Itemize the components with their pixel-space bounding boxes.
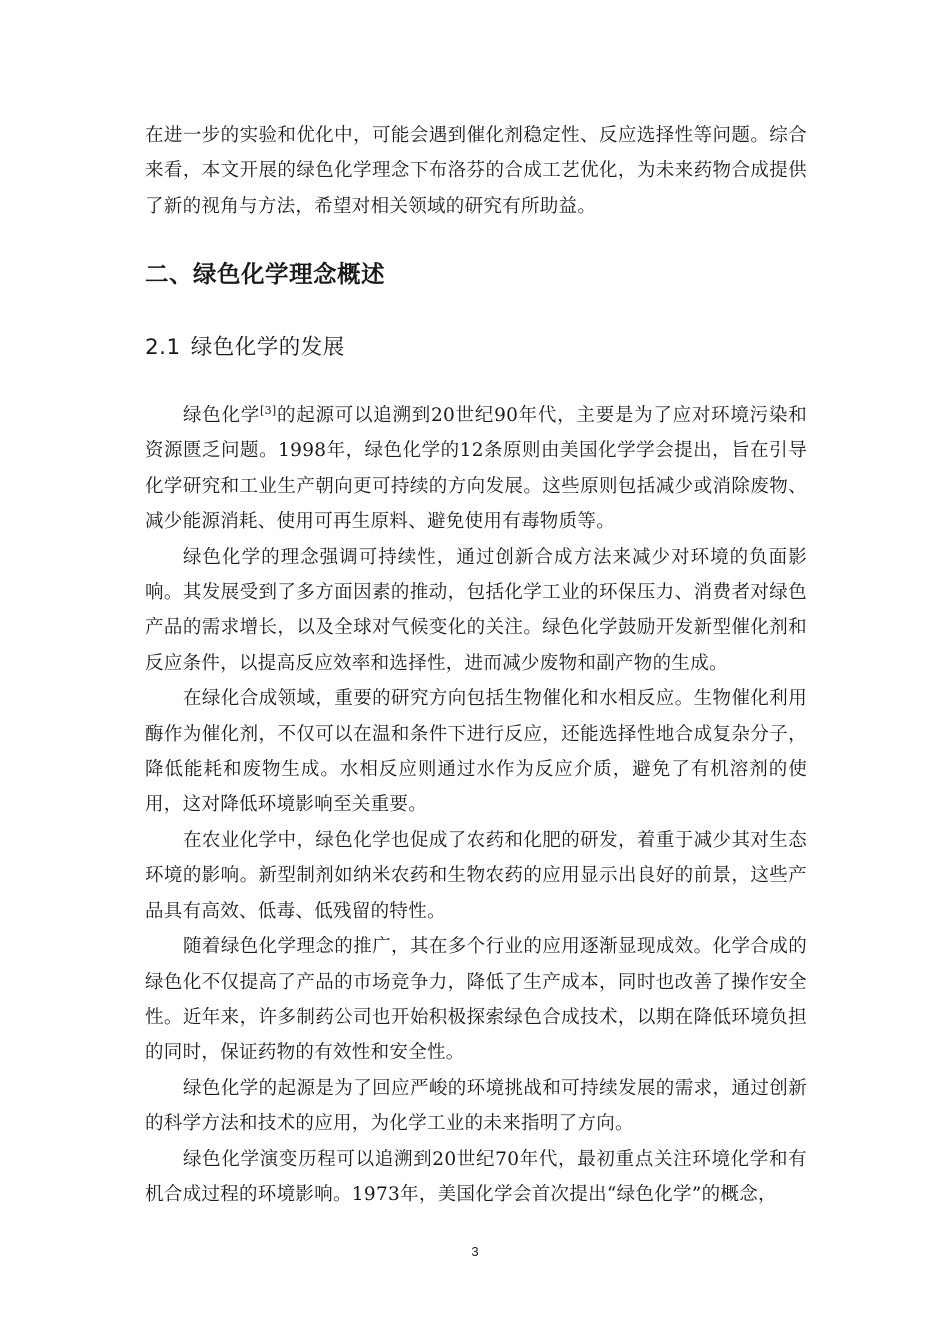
body-paragraph-6: 绿色化学的起源是为了回应严峻的环境挑战和可持续发展的需求，通过创新的科学方法和技术的应用，为化学工业的未来指明了方向。 [145, 1077, 807, 1135]
body-paragraph-2: 绿色化学的理念强调可持续性，通过创新合成方法来减少对环境的负面影响。其发展受到了多方面因素的推动，包括化学工业的环保压力、消费者对绿色产品的需求增长，以及全球对气候变化的关注。绿色化学鼓励开发新型催化剂和反应条件，以提高反应效率和选择性，进而减少废物和副产物的生成。 [145, 546, 807, 674]
intro-paragraph-container [145, 118, 807, 224]
section-body [145, 398, 807, 1212]
subsection-heading [145, 333, 345, 363]
subsection-number: 2.1 [145, 335, 181, 360]
subsection-title: 绿色化学的发展 [190, 335, 345, 360]
page-number: 3 [471, 1244, 479, 1259]
body-paragraph-7: 绿色化学演变历程可以追溯到20世纪70年代，最初重点关注环境化学和有机合成过程的环境影响。1973年，美国化学会首次提出“绿色化学”的概念， [145, 1148, 807, 1205]
body-paragraph-3: 在绿化合成领域，重要的研究方向包括生物催化和水相反应。生物催化利用酶作为催化剂，不仅可以在温和条件下进行反应，还能选择性地合成复杂分子，降低能耗和废物生成。水相反应则通过水作为反应介质，避免了有机溶剂的使用，这对降低环境影响至关重要。 [145, 688, 807, 816]
body-paragraph-1 [145, 398, 807, 540]
section-heading: 二、绿色化学理念概述 [145, 260, 385, 288]
body-paragraph-5: 随着绿色化学理念的推广，其在多个行业的应用逐渐显现成效。化学合成的绿色化不仅提高了产品的市场竞争力，降低了生产成本，同时也改善了操作安全性。近年来，许多制药公司也开始积极探索绿色合成技术，以期在降低环境负担的同时，保证药物的有效性和安全性。 [145, 936, 807, 1064]
paragraph-1-rest: 的起源可以追溯到20世纪90年代，主要是为了应对环境污染和资源匮乏问题。1998年，绿色化学的12条原则由美国化学学会提出，旨在引导化学研究和工业生产朝向更可持续的方向发展。这些原则包括减少或消除废物、减少能源消耗、使用可再生原料、避免使用有毒物质等。 [145, 405, 807, 533]
intro-paragraph: 在进一步的实验和优化中，可能会遇到催化剂稳定性、反应选择性等问题。综合来看，本文开展的绿色化学理念下布洛芬的合成工艺优化，为未来药物合成提供了新的视角与方法，希望对相关领域的研究有所助益。 [145, 125, 807, 217]
body-paragraph-4: 在农业化学中，绿色化学也促成了农药和化肥的研发，着重于减少其对生态环境的影响。新型制剂如纳米农药和生物农药的应用显示出良好的前景，这些产品具有高效、低毒、低残留的特性。 [145, 829, 807, 922]
citation-marker: [3] [260, 404, 277, 417]
paragraph-1-lead: 绿色化学 [183, 405, 261, 426]
